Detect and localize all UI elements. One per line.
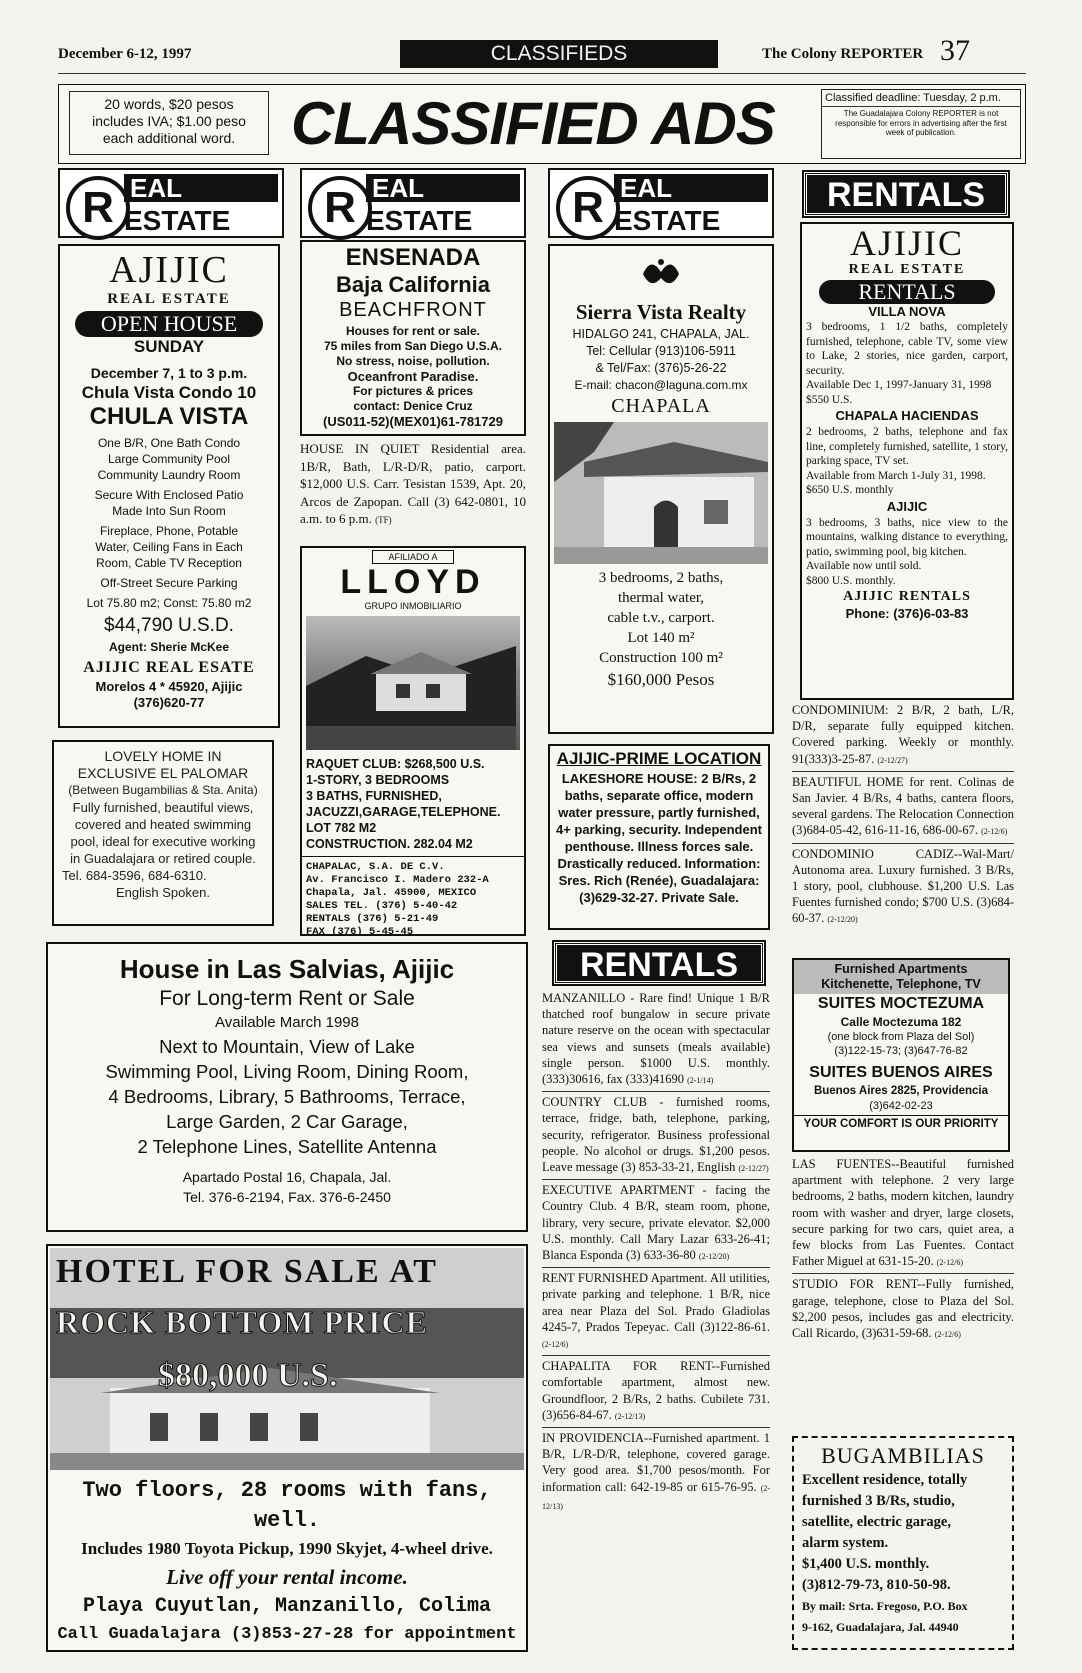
ajijic-rentals-ad — [800, 222, 1014, 700]
sierra-price: $160,000 Pesos — [607, 670, 715, 689]
ensenada-line: No stress, noise, pollution. — [336, 354, 490, 368]
rentals-header-1: RENTALS — [804, 172, 1008, 216]
hotel-sale-ad — [46, 1244, 528, 1652]
sierra-line: E-mail: chacon@laguna.com.mx — [574, 378, 748, 392]
hotel-line5: Call Guadalajara (3)853-27-28 for appointment — [57, 1625, 517, 1644]
ensenada-title: ENSENADA — [345, 244, 481, 271]
condo-price: $44,790 U.S.D. — [104, 615, 234, 636]
bug-line: satellite, electric garage, — [802, 1514, 951, 1530]
feature-line: Lot 75.80 m2; Const: 75.80 m2 — [86, 596, 252, 610]
hotel-line3: Live off your rental income. — [166, 1565, 408, 1589]
rental-listing: CHAPALITA FOR RENT--Furnished comfortable apartment, almost new. Groundfloor, 2 B/Rs, 2 baths. Cubilete 731. (3)656-84-67. (2-12/13) — [542, 1359, 770, 1422]
re-logo-r: R — [556, 176, 620, 240]
feature-line: Large Community Pool — [107, 452, 231, 466]
ensenada-line: For pictures & prices — [352, 384, 474, 398]
col4-listings-a — [792, 702, 1014, 952]
suites-addr2: Buenos Aires 2825, Providencia — [813, 1085, 989, 1097]
feature-line: Off-Street Secure Parking — [100, 576, 238, 590]
sierra-detail: 3 bedrooms, 2 baths, — [598, 570, 724, 586]
ensenada-line: contact: Denice Cruz — [353, 399, 473, 413]
sierra-place: CHAPALA — [611, 395, 711, 417]
lloyd-brand-sub: GRUPO INMOBILIARIO — [364, 601, 462, 611]
col4-listings-b — [792, 1156, 1014, 1432]
company-line: Av. Francisco I. Madero 232-A — [306, 874, 489, 886]
divider — [542, 1355, 770, 1356]
masthead — [58, 34, 1026, 72]
suites-note1: (one block from Plaza del Sol) — [827, 1031, 975, 1043]
rental-listing: LAS FUENTES--Beautiful furnished apartment with telephone. 2 very large bedrooms, 2 baths, modern kitchen, laundry room with washer and dryer, large closets, secure parking for two cars, quiet area, a few blocks from Las Fuentes. Contact Father Miguel at 631-15-20. (2-12/6) — [792, 1157, 1014, 1269]
classified-title: CLASSIFIED ADS — [291, 90, 775, 157]
aj-title: AJIJIC — [886, 498, 928, 514]
company-line: FAX (376) 5-45-45 — [306, 926, 414, 938]
bugambilias-title: BUGAMBILIAS — [821, 1443, 985, 1468]
lloyd-line: JACUZZI,GARAGE,TELEPHONE. — [306, 805, 501, 819]
sierra-line: HIDALGO 241, CHAPALA, JAL. — [572, 327, 750, 341]
lloyd-line: CONSTRUCTION. 282.04 M2 — [306, 837, 473, 851]
suites-tel2: (3)642-02-23 — [869, 1100, 933, 1112]
re-logo-r: R — [66, 176, 130, 240]
rental-listing: CONDOMINIO CADIZ--Wal-Mart/ Autonoma area. Luxury furnished. 3 B/Rs, 1 story, pool, clubhouse. $1,200 U.S. Las Fuentes furnished condo; $700 U.S. (3)684-60-37. (2-12/20) — [792, 846, 1014, 926]
company-line: SALES TEL. (376) 5-40-42 — [306, 900, 458, 912]
ensenada-line: (US011-52)(MEX01)61-781729 — [323, 414, 503, 429]
rental-listing: CONDOMINIUM: 2 B/R, 2 bath, L/R, D/R, separate fully equipped kitchen. Covered parking. Weekly or monthly. 91(333)3-25-87. (2-12/27) — [792, 703, 1014, 766]
hotel-title1: HOTEL FOR SALE AT — [56, 1253, 438, 1290]
salvias-line: 4 Bedrooms, Library, 5 Bathrooms, Terrace, — [108, 1086, 466, 1107]
rental-listing: EXECUTIVE APARTMENT - facing the Country Club. 4 B/R, steam room, phone, library, very secure, private elevator. $2,000 U.S. monthly. Call Mary Lazar 633-26-41; Blanca Esponda (3) 633-36-80 (2-12/20) — [542, 1183, 770, 1263]
quiet-house-text: HOUSE IN QUIET Residential area. 1B/R, Bath, L/R-D/R, patio, carport. $12,000 U.S. Carr. Tesistan 1539, Apt. 20, Arcos de Zapopan. Call (3) 642-0801, 10 a.m. to 6 p.m. — [300, 441, 526, 526]
re-logo-eal: EAL — [124, 174, 278, 202]
sierra-line: Tel: Cellular (913)106-5911 — [586, 344, 736, 358]
re-logo-estate: ESTATE — [614, 205, 721, 236]
issue-date: December 6-12, 1997 — [58, 46, 192, 62]
divider — [792, 771, 1014, 772]
ajijic-address: Morelos 4 * 45920, Ajijic — [95, 679, 243, 694]
ajijic-phone: (376)620-77 — [133, 695, 205, 710]
salvias-line: Next to Mountain, View of Lake — [159, 1036, 415, 1057]
lloyd-afiliado: AFILIADO A — [372, 550, 454, 564]
re-logo-eal: EAL — [366, 174, 520, 202]
suites-name1: SUITES MOCTEZUMA — [817, 995, 985, 1012]
re-logo-eal: EAL — [614, 174, 768, 202]
lloyd-details — [302, 750, 524, 852]
rental-listing: MANZANILLO - Rare find! Unique 1 B/R thatched roof bungalow in secure private nature reserve on the ocean with spectacular sea views and sunsets (meals available) single person. $1000 U.S. monthly. (333)30616, fax (333)41690 (2-1/14) — [542, 991, 770, 1087]
sierra-contact — [550, 326, 772, 394]
sierra-detail: Construction 100 m² — [599, 650, 723, 666]
ensenada-line: Houses for rent or sale. — [345, 324, 481, 338]
sierra-logo-icon — [639, 254, 683, 294]
divider — [542, 1179, 770, 1180]
villa-avail: Available Dec 1, 1997-January 31, 1998 — [806, 379, 992, 391]
aj-rent-phone: Phone: (376)6-03-83 — [845, 606, 969, 621]
palomar-line: covered and heated swimming — [74, 817, 252, 832]
ad-code: (2-12/6) — [542, 1340, 569, 1350]
rental-listing: BEAUTIFUL HOME for rent. Colinas de San Javier. 4 B/Rs, 4 baths, cantera floors, several gardens. The Relocation Connection (3)684-05-42, 616-11-16, 686-00-67. (2-12/6) — [792, 774, 1014, 838]
rentals-header-2: RENTALS — [554, 942, 764, 984]
aj-rent-badge: RENTALS — [819, 280, 995, 304]
paper-name: The Colony REPORTER — [762, 46, 924, 62]
feature-line: Community Laundry Room — [97, 468, 241, 482]
suites-name2: SUITES BUENOS AIRES — [809, 1064, 993, 1081]
salvias-sub: For Long-term Rent or Sale — [159, 987, 415, 1010]
aj-rent-logo-sub: REAL ESTATE — [848, 262, 966, 277]
chapala-title: CHAPALA HACIENDAS — [835, 408, 979, 423]
aj-rent-footer: AJIJIC RENTALS — [843, 589, 971, 604]
salvias-line: 2 Telephone Lines, Satellite Antenna — [137, 1136, 437, 1157]
lloyd-brand: LLOYD — [340, 563, 486, 601]
bugambilias-lines — [802, 1470, 1004, 1638]
company-line: CHAPALAC, S.A. DE C.V. — [306, 861, 445, 873]
classified-banner — [58, 84, 1026, 164]
ad-code: (2-1/14) — [687, 1076, 714, 1086]
company-line: Chapala, Jal. 45900, MEXICO — [306, 887, 477, 899]
aj-text: 3 bedrooms, 3 baths, nice view to the mountains, walking distance to everything, patio, swimming pool, big kitchen. — [806, 516, 1008, 558]
lloyd-line: LOT 782 M2 — [306, 821, 377, 835]
bug-line: Excellent residence, totally — [802, 1472, 968, 1488]
palomar-line: pool, ideal for executive working — [70, 834, 256, 849]
sierra-detail: thermal water, — [617, 590, 705, 606]
prime-text: LAKESHORE HOUSE: 2 B/Rs, 2 baths, separate office, modern water pressure, partly furnished, 4+ parking, security. Independent penthouse. Illness forces sale. Drastically reduced. Information: Sres. Rich (Renée), Guadalajara: (3)629-32-27. Private Sale. — [555, 771, 762, 905]
villa-text: 3 bedrooms, 1 1/2 baths, completely furnished, telephone, cable TV, some view to Lake, 2 stories, nice garden, carport, security. — [806, 321, 1008, 377]
feature-line: Room, Cable TV Reception — [96, 556, 242, 570]
hotel-text — [48, 1476, 526, 1648]
ad-code: (2-12/27) — [738, 1164, 769, 1174]
divider — [542, 1427, 770, 1428]
ad-code: (2-12/6) — [981, 827, 1008, 837]
lloyd-house-photo — [306, 616, 520, 750]
page-number: 37 — [940, 34, 970, 67]
lloyd-company — [302, 856, 524, 939]
ad-code: (2-12/6) — [936, 1258, 963, 1268]
lloyd-ad — [300, 546, 526, 936]
ad-code: (2-12/20) — [827, 915, 858, 925]
bug-line: alarm system. — [802, 1535, 889, 1551]
salvias-line: Large Garden, 2 Car Garage, — [166, 1111, 408, 1132]
ad-code: (2-12/20) — [698, 1252, 730, 1262]
ad-code: (2-12/13) — [614, 1411, 646, 1421]
condo-name: Chula Vista Condo 10 — [81, 383, 257, 402]
company-line: RENTALS (376) 5-21-49 — [306, 913, 439, 925]
suites-banner: Furnished Apartments Kitchenette, Telephone, TV — [794, 960, 1008, 994]
divider — [792, 1273, 1014, 1274]
feature-line: Secure With Enclosed Patio — [94, 488, 244, 502]
ajijic-logo: AJIJIC — [109, 249, 229, 291]
deadline-box — [821, 89, 1021, 159]
ajijic-footer-logo: AJIJIC REAL ESATE — [83, 659, 255, 676]
bug-line: 9-162, Guadalajara, Jal. 44940 — [802, 1620, 959, 1634]
hotel-title2: ROCK BOTTOM PRICE — [56, 1304, 428, 1340]
prime-location-ad — [548, 744, 770, 930]
aj-avail: Available now until sold. — [806, 560, 922, 572]
palomar-line: Fully furnished, beautiful views, — [72, 800, 254, 815]
salvias-line: Swimming Pool, Living Room, Dining Room, — [105, 1061, 469, 1082]
condo-place: CHULA VISTA — [89, 403, 249, 430]
salvias-title: House in Las Salvias, Ajijic — [119, 954, 455, 984]
aj-rent-logo: AJIJIC — [849, 223, 964, 263]
feature-line: Made Into Sun Room — [112, 504, 226, 518]
sierra-detail: Lot 140 m² — [627, 630, 695, 646]
salvias-features — [48, 1034, 526, 1159]
hotel-line4: Playa Cuyutlan, Manzanillo, Colima — [82, 1595, 492, 1618]
bug-line: By mail: Srta. Fregoso, P.O. Box — [802, 1599, 968, 1613]
open-house-day: SUNDAY — [133, 337, 205, 356]
ensenada-sub: Baja California — [335, 272, 491, 297]
chapala-text: 2 bedrooms, 2 baths, telephone and fax line, completely furnished, satellite, 1 story, parking space, TV set. — [806, 426, 1008, 467]
hotel-line1: Two floors, 28 rooms with fans, well. — [82, 1478, 492, 1533]
rental-listing: RENT FURNISHED Apartment. All utilities, private parking and telephone. 1 B/R, nice area near Plaza del Sol. Prado Gladiolas 4245-7, Prados Tepeyac. Call (3)122-86-61. (2-12/6) — [542, 1271, 770, 1350]
feature-line: Water, Ceiling Fans in Each — [95, 540, 243, 554]
disclaimer-text: The Guadalajara Colony REPORTER is not responsible for errors in advertising after the first week of publication. — [822, 106, 1020, 140]
section-title: CLASSIFIEDS — [400, 40, 718, 68]
chapala-avail: Available from March 1-July 31, 1998. — [806, 469, 986, 482]
palomar-line: EXCLUSIVE EL PALOMAR — [77, 765, 249, 781]
sierra-house-photo — [554, 422, 768, 564]
divider — [542, 1091, 770, 1092]
hotel-price: $80,000 U.S. — [158, 1357, 338, 1394]
sierra-details — [550, 568, 772, 668]
rental-listing: IN PROVIDENCIA--Furnished apartment. 1 B/R, L/R-D/R, telephone, covered garage. Very good area. $1,700 pesos/month. For information call: 642-19-85 or 615-76-95. (2-12/13) — [542, 1431, 771, 1511]
rental-listing: COUNTRY CLUB - furnished rooms, terrace, fridge, bath, telephone, parking, security, refrigerator. Business professional people. No alcohol or drugs. $1,200 pesos. Leave message (3) 853-33-21, English (2-12/27) — [542, 1095, 770, 1175]
ensenada-line: Oceanfront Paradise. — [347, 369, 479, 384]
suites-addr1: Calle Moctezuma 182 — [840, 1015, 962, 1029]
re-logo-estate: ESTATE — [124, 205, 231, 236]
las-salvias-ad — [46, 942, 528, 1232]
lloyd-line: 1-STORY, 3 BEDROOMS — [306, 773, 450, 787]
villa-title: VILLA NOVA — [868, 304, 946, 319]
palomar-ad — [52, 740, 274, 926]
real-estate-header-3 — [548, 168, 774, 238]
real-estate-header-2 — [300, 168, 526, 238]
sierra-name: Sierra Vista Realty — [575, 300, 747, 324]
palomar-line: Tel. 684-3596, 684-6310. — [62, 868, 207, 883]
ajijic-open-house-ad — [58, 244, 280, 728]
open-house-badge: OPEN HOUSE — [75, 311, 263, 337]
re-logo-estate: ESTATE — [366, 205, 473, 236]
ensenada-ad — [300, 240, 526, 436]
salvias-avail: Available March 1998 — [215, 1014, 359, 1031]
palomar-line: (Between Bugambilias & Sta. Anita) — [68, 783, 258, 797]
condo-features — [60, 435, 278, 611]
ensenada-lines — [302, 324, 524, 429]
hotel-line2: Includes 1980 Toyota Pickup, 1990 Skyjet, 4-wheel drive. — [81, 1539, 493, 1558]
col3-rental-list — [542, 990, 770, 1650]
palomar-line: LOVELY HOME IN — [104, 748, 222, 764]
open-house-date: December 7, 1 to 3 p.m. — [90, 365, 248, 381]
rates-box: 20 words, $20 pesos includes IVA; $1.00 peso each additional word. — [69, 91, 269, 155]
bugambilias-ad — [792, 1436, 1014, 1650]
chapala-price: $650 U.S. monthly — [806, 484, 894, 496]
ensenada-beach: BEACHFRONT — [339, 299, 487, 321]
salvias-contact2: Tel. 376-6-2194, Fax. 376-6-2450 — [183, 1189, 391, 1205]
ensenada-line: 75 miles from San Diego U.S.A. — [323, 339, 503, 353]
ad-code: (2-12/27) — [877, 755, 908, 765]
lloyd-line: 3 BATHS, FURNISHED, — [306, 789, 442, 803]
bug-line: (3)812-79-73, 810-50-98. — [802, 1577, 951, 1593]
rental-listing: STUDIO FOR RENT--Fully furnished, garage, telephone, close to Plaza del Sol. $2,200 pesos, includes gas and electricity. Call Ricardo, (3)631-59-68. (2-12/6) — [792, 1277, 1014, 1341]
sierra-detail: cable t.v., carport. — [607, 610, 715, 626]
deadline-text: Classified deadline: Tuesday, 2 p.m. — [825, 92, 1001, 104]
divider — [792, 843, 1014, 844]
divider — [542, 1267, 770, 1268]
suites-tel1: (3)122-15-73; (3)647-76-82 — [834, 1045, 968, 1057]
ad-code: (TF) — [375, 515, 392, 525]
suites-ad — [792, 958, 1010, 1152]
house-illustration — [306, 616, 516, 750]
feature-line: Fireplace, Phone, Potable — [99, 524, 239, 538]
palomar-line: English Spoken. — [116, 885, 210, 900]
prime-title: AJIJIC-PRIME LOCATION — [556, 749, 762, 768]
real-estate-header-1 — [58, 168, 284, 238]
ajijic-logo-sub: REAL ESTATE — [107, 291, 231, 307]
bug-line: $1,400 U.S. monthly. — [802, 1556, 930, 1572]
bug-line: furnished 3 B/Rs, studio, — [802, 1493, 955, 1509]
lloyd-line: RAQUET CLUB: $268,500 U.S. — [306, 757, 485, 771]
ad-code: (2-12/6) — [934, 1330, 961, 1340]
re-logo-r: R — [308, 176, 372, 240]
aj-price: $800 U.S. monthly. — [806, 574, 896, 587]
suites-slogan: YOUR COMFORT IS OUR PRIORITY — [794, 1115, 1008, 1132]
palomar-line: in Guadalajara or retired couple. — [70, 851, 256, 866]
villa-price: $550 U.S. — [806, 393, 853, 406]
sierra-line: & Tel/Fax: (376)5-26-22 — [595, 361, 727, 375]
feature-line: One B/R, One Bath Condo — [97, 436, 241, 450]
salvias-contact1: Apartado Postal 16, Chapala, Jal. — [182, 1169, 392, 1185]
masthead-rule — [58, 73, 1026, 74]
agent-name: Agent: Sherie McKee — [108, 640, 230, 654]
sierra-vista-ad — [548, 244, 774, 734]
quiet-house-ad — [300, 440, 526, 540]
ad-code: (2-12/13) — [542, 1483, 771, 1511]
